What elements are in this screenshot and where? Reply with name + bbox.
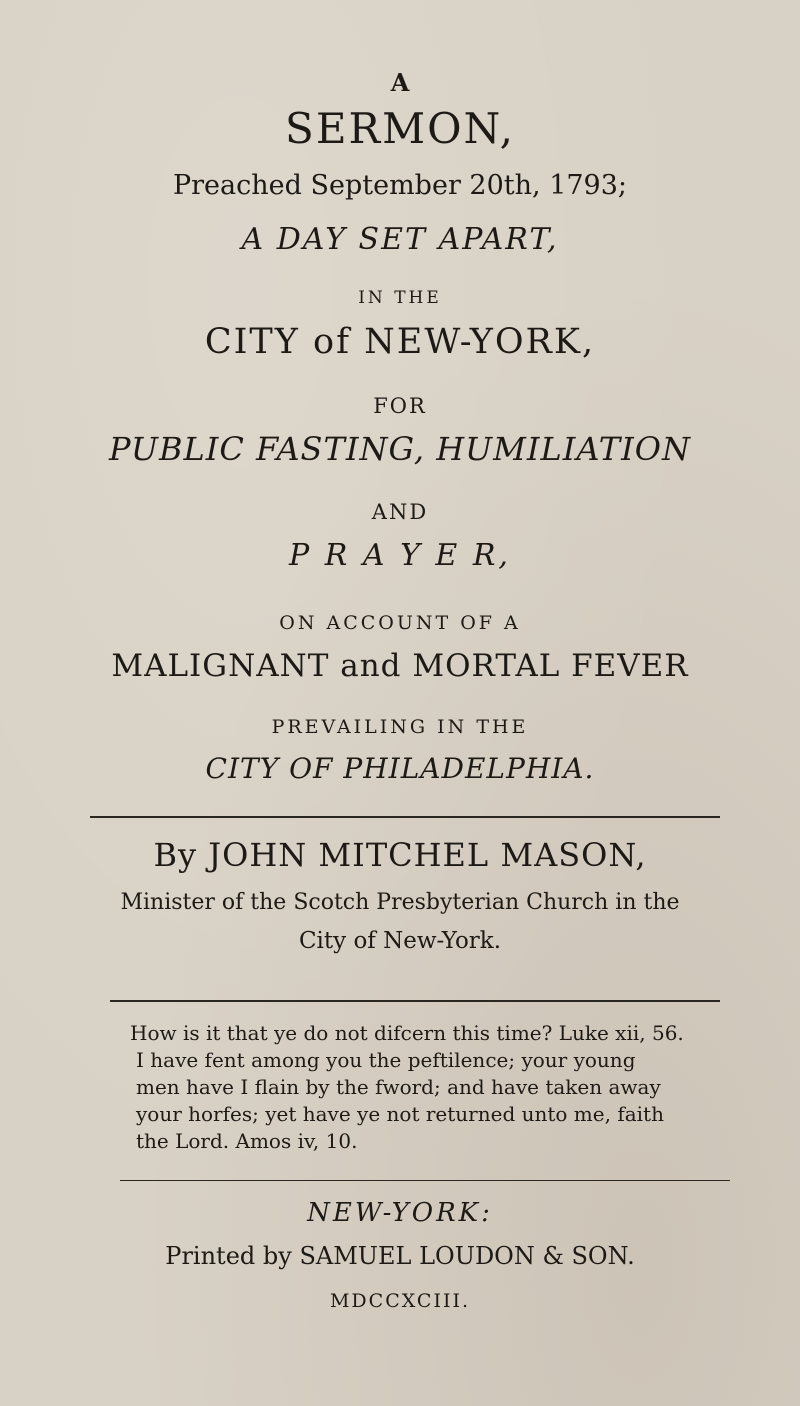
author-byline: By JOHN MITCHEL MASON, xyxy=(153,836,647,874)
city-of-new-york-line: CITY of NEW-YORK, xyxy=(204,322,596,362)
prevailing-line: PREVAILING IN THE xyxy=(271,716,529,738)
in-the-line: IN THE xyxy=(358,288,442,308)
epigraph-line-2: I have fent among you the peftilence; your young xyxy=(136,1048,636,1072)
philadelphia-line: CITY OF PHILADELPHIA. xyxy=(205,752,595,785)
day-set-apart-line: A DAY SET APART, xyxy=(241,222,559,257)
preached-date-line: Preached September 20th, 1793; xyxy=(172,170,628,201)
imprint-year: MDCCXCIII. xyxy=(329,1290,471,1312)
middle-divider xyxy=(110,1000,720,1002)
and-line: AND xyxy=(371,500,429,524)
author-city-line: City of New-York. xyxy=(298,928,502,954)
on-account-line: ON ACCOUNT OF A xyxy=(279,612,521,634)
epigraph-line-1: How is it that ye do not difcern this time? Luke xii, 56. xyxy=(130,1021,684,1045)
bottom-divider xyxy=(120,1180,730,1181)
epigraph-line-3: men have I flain by the fword; and have taken away xyxy=(136,1075,661,1099)
author-minister-line: Minister of the Scotch Presbyterian Church in the xyxy=(120,890,680,915)
top-divider xyxy=(90,816,720,818)
scripture-epigraph xyxy=(130,1020,730,1155)
epigraph-line-4: your horfes; yet have ye not returned unto me, faith xyxy=(136,1102,664,1126)
imprint-printer: Printed by SAMUEL LOUDON & SON. xyxy=(165,1242,635,1270)
article-a: A xyxy=(390,68,410,97)
epigraph-line-5: the Lord. Amos iv, 10. xyxy=(136,1129,358,1153)
imprint-place: NEW-YORK: xyxy=(307,1198,493,1228)
sermon-title: SERMON, xyxy=(285,104,515,153)
prayer-line: P R A Y E R, xyxy=(289,538,511,573)
malignant-fever-line: MALIGNANT and MORTAL FEVER xyxy=(111,648,689,684)
for-line: FOR xyxy=(373,394,427,418)
public-fasting-line: PUBLIC FASTING, HUMILIATION xyxy=(109,430,691,468)
